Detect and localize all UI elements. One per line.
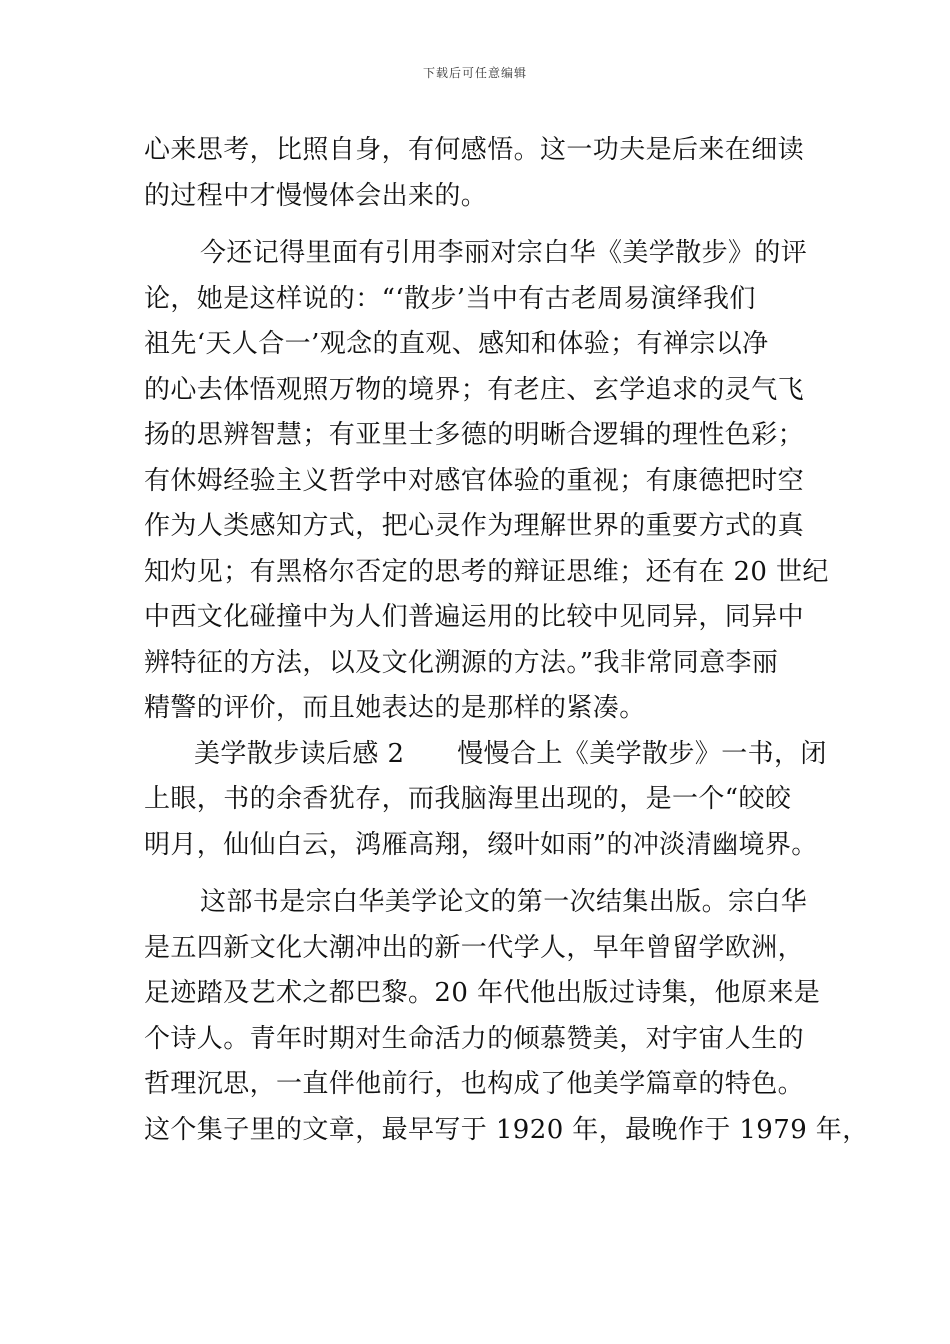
text-line: 心来思考，比照自身，有何感悟。这一功夫是后来在细读: [144, 135, 805, 165]
text-line: 足迹踏及艺术之都巴黎。20 年代他出版过诗集，他原来是: [144, 978, 821, 1008]
text-line: 有休姆经验主义哲学中对感官体验的重视；有康德把时空: [144, 465, 805, 496]
text-line: 是五四新文化大潮冲出的新一代学人，早年曾留学欧洲，: [144, 932, 805, 963]
text-line: 扬的思辨智慧；有亚里士多德的明晰合逻辑的理性色彩；: [144, 420, 805, 450]
text-line: 的过程中才慢慢体会出来的。: [144, 180, 488, 211]
text-line: 上眼，书的余香犹存，而我脑海里出现的，是一个“皎皎: [144, 784, 792, 814]
paragraph-start-line: 这部书是宗白华美学论文的第一次结集出版。宗白华: [200, 887, 808, 917]
text-line: 论，她是这样说的：“‘散步’当中有古老周易演绎我们: [144, 283, 756, 314]
text-line: 个诗人。青年时期对生命活力的倾慕赞美，对宇宙人生的: [144, 1023, 805, 1054]
text-line: 知灼见；有黑格尔否定的思考的辩证思维；还有在 20 世纪: [144, 556, 829, 587]
paragraph-start-line: 今还记得里面有引用李丽对宗白华《美学散步》的评: [200, 238, 808, 268]
text-line: 哲理沉思，一直伴他前行，也构成了他美学篇章的特色。: [144, 1069, 805, 1099]
text-line: 的心去体悟观照万物的境界；有老庄、玄学追求的灵气飞: [144, 374, 805, 405]
text-line: 辨特征的方法，以及文化溯源的方法。”我非常同意李丽: [144, 647, 779, 678]
text-line: 这个集子里的文章，最早写于 1920 年，最晚作于 1979 年，: [144, 1114, 869, 1145]
text-line: 祖先‘天人合一’观念的直观、感知和体验；有禅宗以净: [144, 329, 769, 359]
text-line: 作为人类感知方式，把心灵作为理解世界的重要方式的真: [144, 511, 805, 541]
page-header-note: 下载后可任意编辑: [422, 66, 527, 80]
document-body: [144, 128, 869, 1153]
section-heading-line: 美学散步读后感 2 慢慢合上《美学散步》一书，闭: [194, 738, 827, 769]
text-line: 明月，仙仙白云，鸿雁高翔，缀叶如雨”的冲淡清幽境界。: [144, 829, 818, 860]
text-line: 精警的评价，而且她表达的是那样的紧凑。: [144, 693, 646, 723]
text-line: 中西文化碰撞中为人们普遍运用的比较中见同异，同异中: [144, 602, 805, 632]
